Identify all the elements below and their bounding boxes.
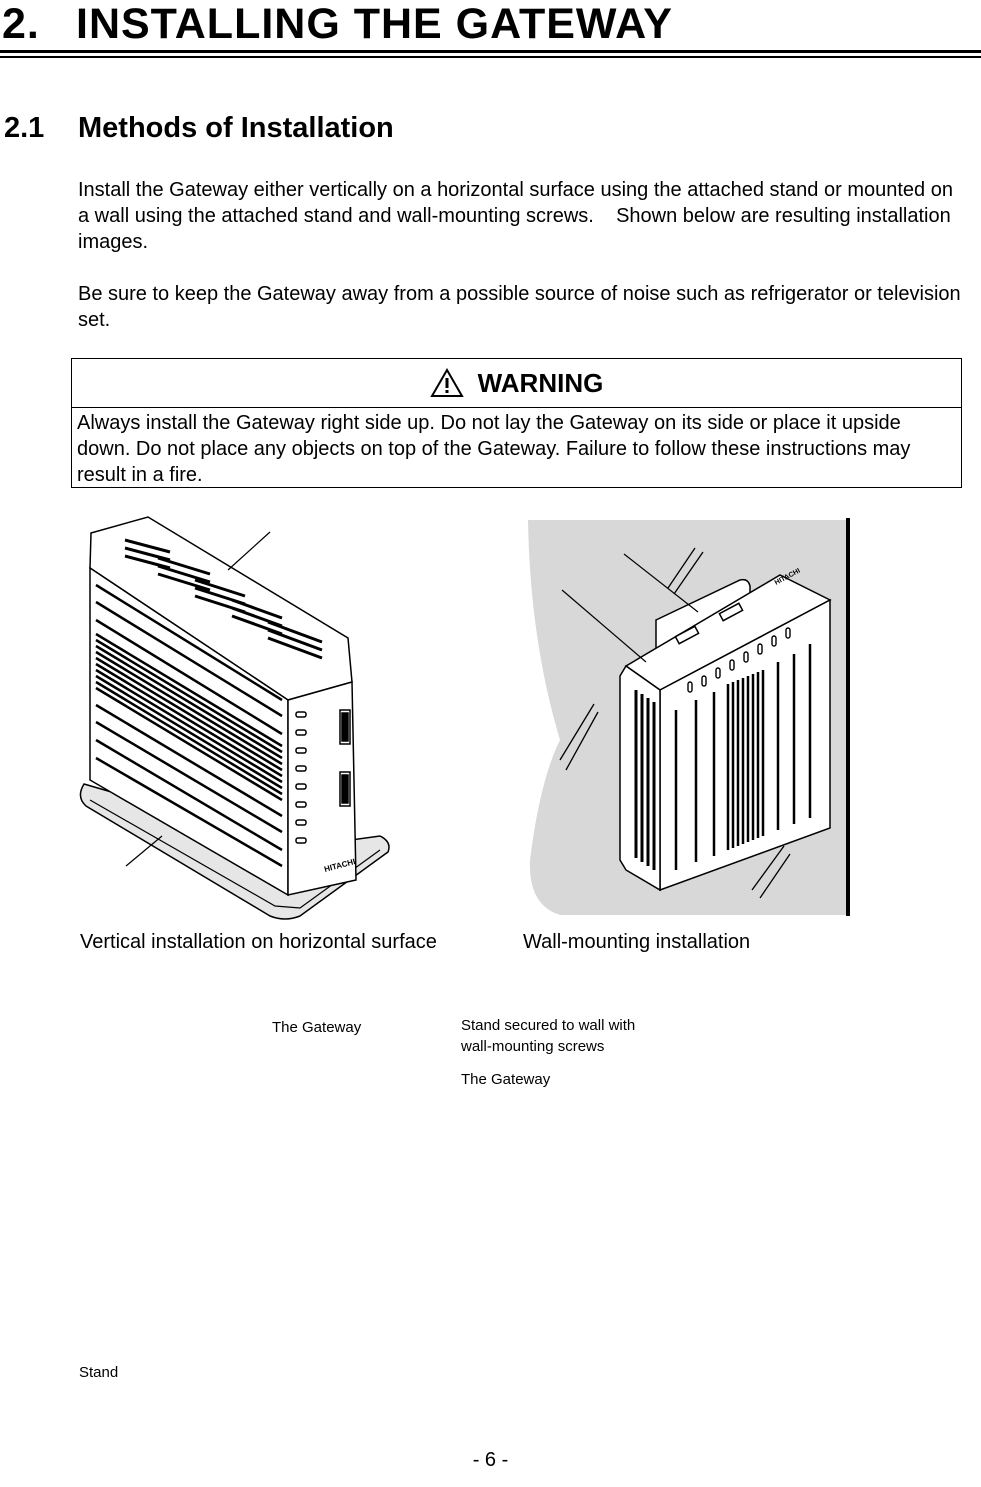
section-heading <box>4 112 394 145</box>
caption-vertical-installation: Vertical installation on horizontal surface <box>80 931 437 953</box>
warning-triangle-icon <box>430 368 464 398</box>
installation-illustration <box>0 500 981 930</box>
warning-text: Always install the Gateway right side up. Do not lay the Gateway on its side or place it upside down. Do not place any objects on top of the Gateway. Failure to follow these instructions may result in a fire. <box>77 412 911 486</box>
heading-rule-thick <box>0 50 981 53</box>
label-stand: Stand <box>79 1364 119 1381</box>
heading-rule-thin <box>0 56 981 58</box>
label-wall-stand-line2: wall-mounting screws <box>461 1038 605 1055</box>
caption-wall-installation: Wall-mounting installation <box>523 931 751 953</box>
chapter-heading <box>2 0 673 49</box>
chapter-number: 2. <box>2 0 40 48</box>
warning-box <box>71 358 962 488</box>
wall-brand-logo: HITACHI <box>773 567 802 587</box>
warning-title: WARNING <box>477 367 604 398</box>
warning-header <box>72 359 961 408</box>
section-number: 2.1 <box>4 112 45 144</box>
chapter-title: INSTALLING THE GATEWAY <box>76 0 673 48</box>
label-gateway-wall: The Gateway <box>461 1071 551 1088</box>
label-wall-stand-line1: Stand secured to wall with <box>461 1017 636 1034</box>
paragraph-install-methods: Install the Gateway either vertically on a horizontal surface using the attached stand or mounted on a wall using the attached stand and wall-mounting screws. Shown below are resulting installation images. <box>78 179 953 253</box>
label-gateway-vertical: The Gateway <box>272 1019 362 1036</box>
vertical-brand-logo: HITACHI <box>323 856 357 874</box>
section-title: Methods of Installation <box>78 112 394 144</box>
page-number: - 6 - <box>472 1449 509 1471</box>
leader-line-gateway-vertical <box>228 532 270 570</box>
paragraph-noise-warning: Be sure to keep the Gateway away from a possible source of noise such as refrigerator or television set. <box>78 283 961 331</box>
